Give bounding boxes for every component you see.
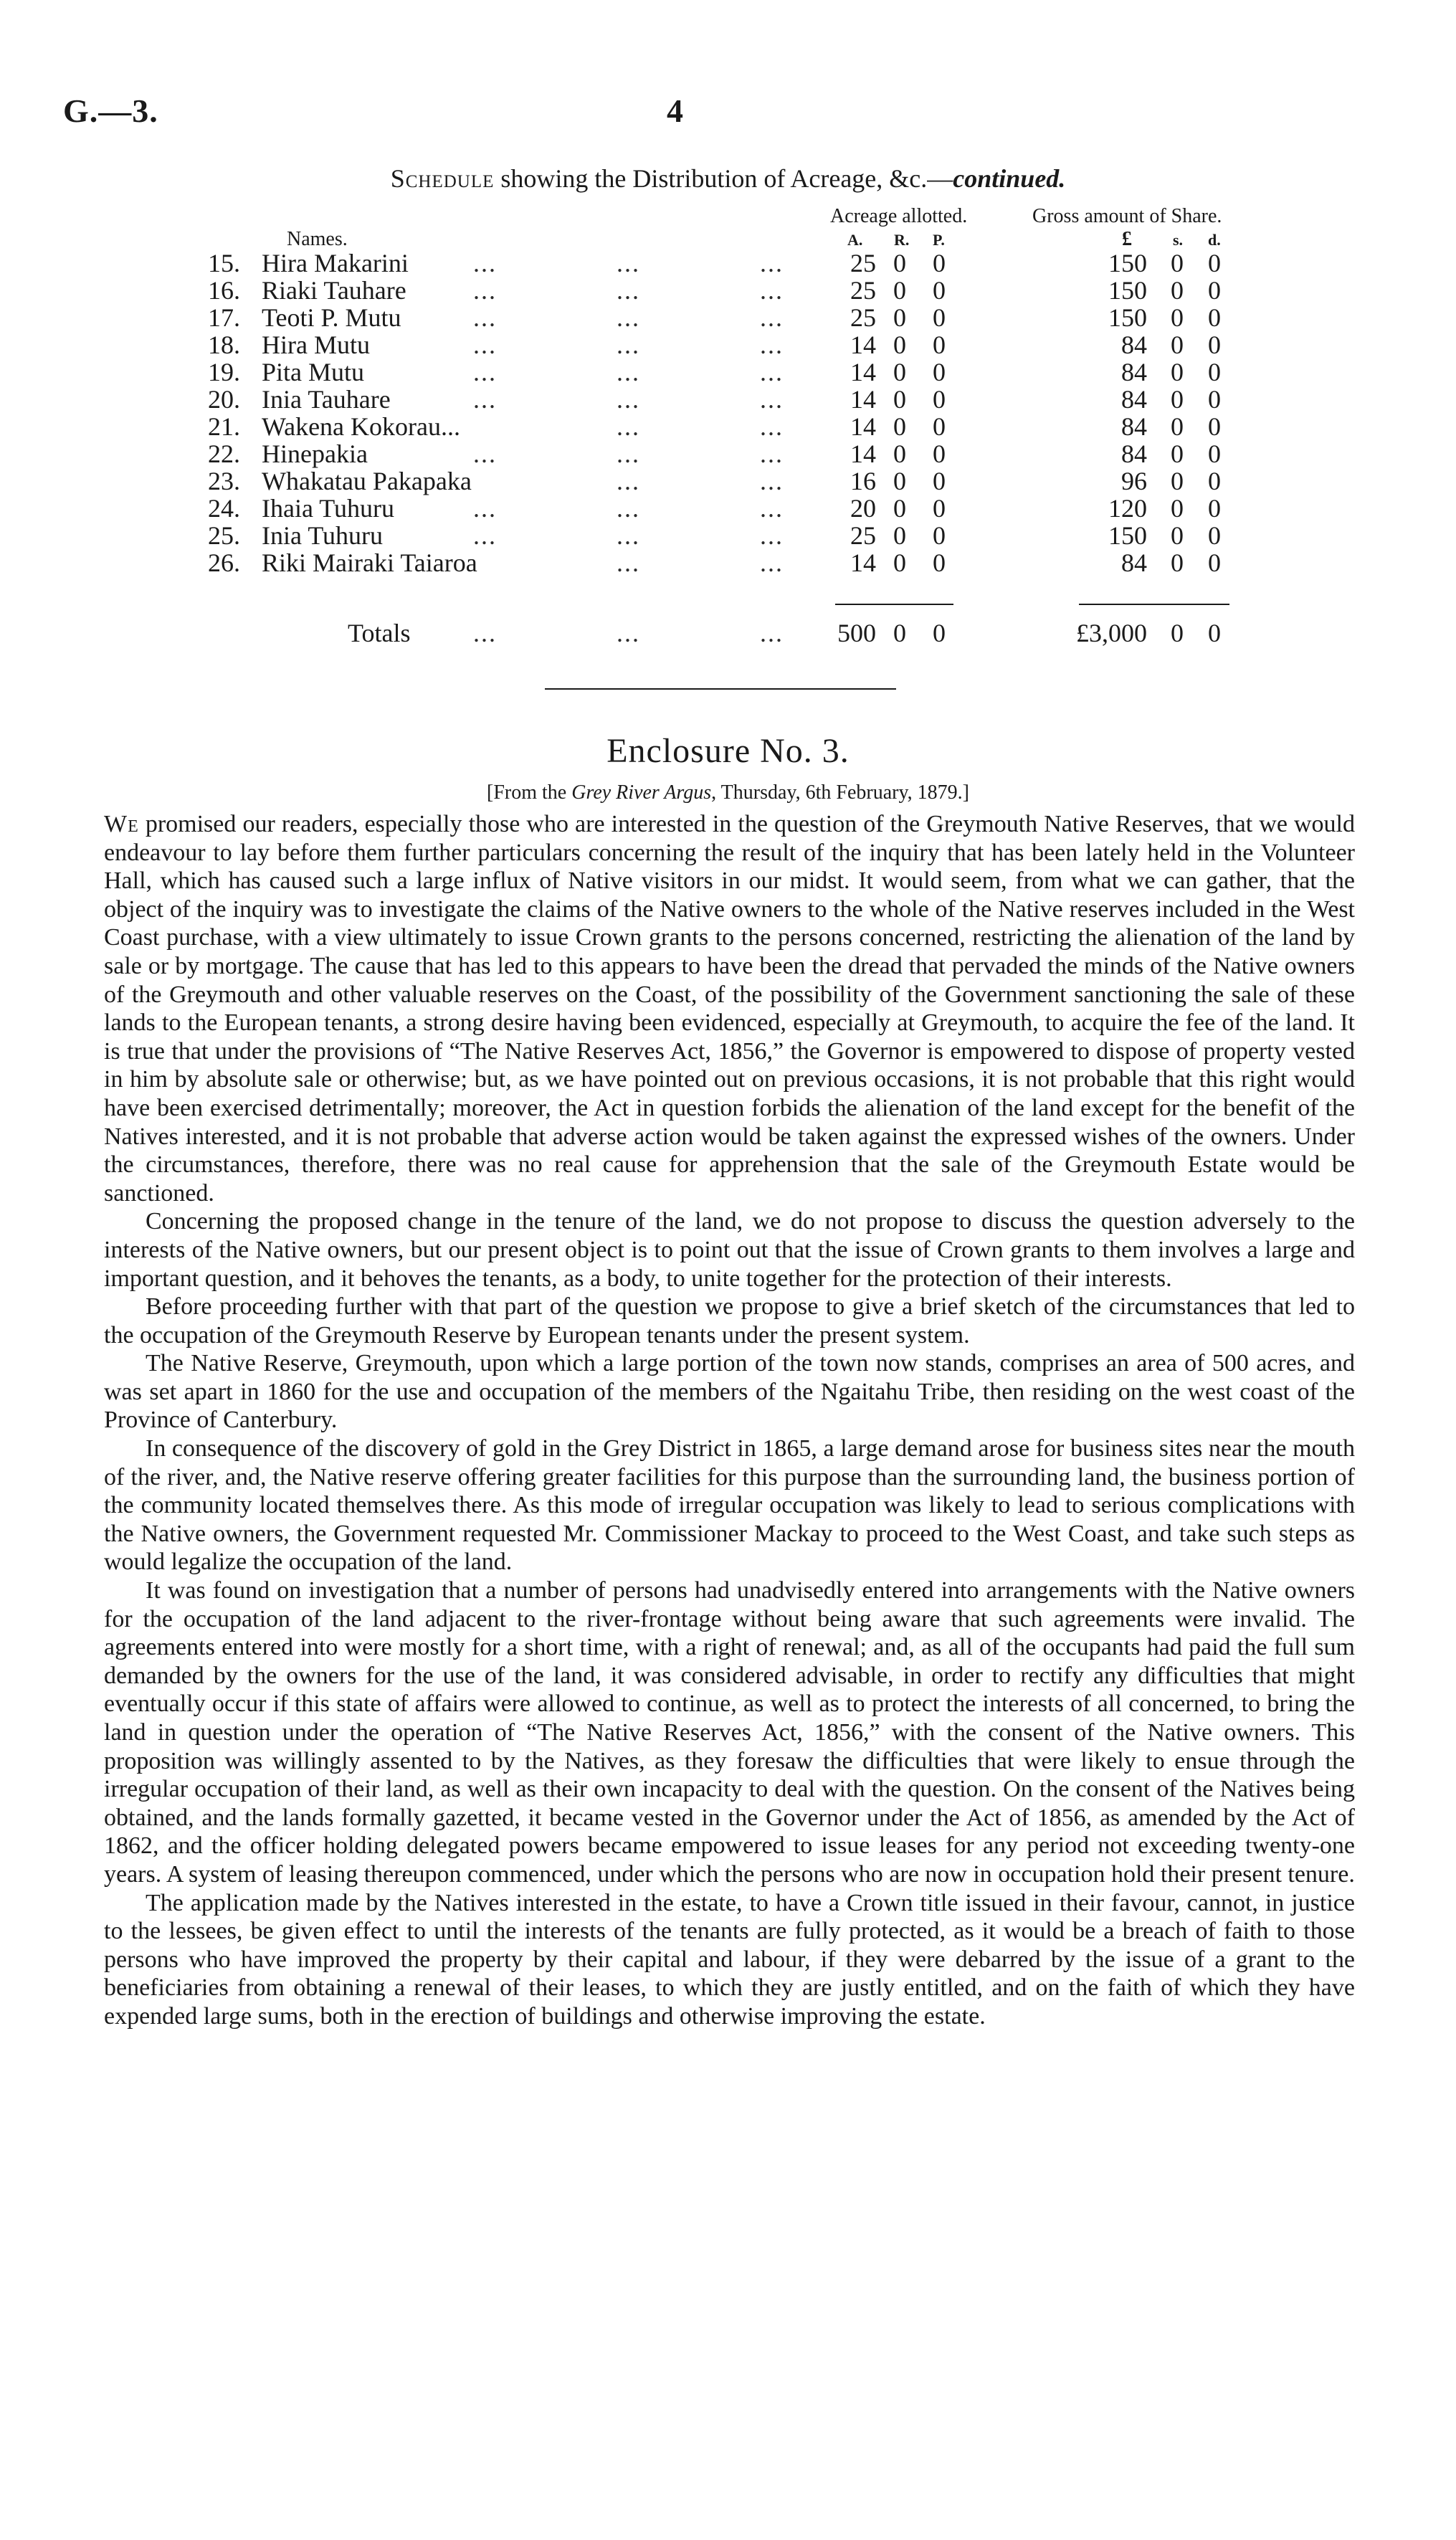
source-prefix: [From the (487, 781, 572, 804)
paragraph-text: promised our readers, especially those who are interested in the question of the Greymouth Native Reserves, that we would endeavour to lay before them further particulars concerning the result of the inquiry that has been lately held in the Volunteer Hall, which has caused such a large influx of Native visitors in our midst. It would seem, from what we can gather, that the object of the inquiry was to investigate the claims of the Native owners to the whole of the Native reserves included in the West Coast purchase, with a view ultimately to issue Crown grants to the persons concerned, restricting the alienation of the land by sale or by mortgage. The cause that has led to this appears to have been the dread that pervaded the minds of the Native owners of the Greymouth and other valuable reserves on the Coast, of the possibility of the Government sanctioning the sale of these lands to the European tenants, a strong desire having been evidenced, especially at Greymouth, to acquire the fee of the land. It is true that under the provisions of “The Native Reserves Act, 1856,” the Governor is empowered to dispose of property vested in him by absolute sale or otherwise; but, as we have pointed out on previous occasions, it is not probable that this right would have been exercised detrimentally; moreover, the Act in question forbids the alienation of the land except for the benefit of the Natives interested, and it is not probable that adverse action would be taken against the expressed wishes of the owners. Under the circumstances, therefore, there was no real cause for apprehension that the sale of the Greymouth Estate would be sanctioned. (104, 811, 1355, 1207)
pounds-value: 84 (1121, 548, 1147, 577)
acres-value: 14 (850, 412, 876, 441)
unit-roods: R. (894, 231, 910, 249)
table-row (0, 303, 1456, 330)
row-number: 20. (208, 385, 240, 414)
pounds-value: 150 (1108, 276, 1147, 305)
leader-dots: ... (617, 330, 640, 359)
acreage-column-header: Acreage allotted. (830, 205, 968, 227)
article-paragraph-1 (104, 810, 1355, 1207)
perches-value: 0 (933, 276, 946, 305)
row-name: Riaki Tauhare (262, 276, 406, 305)
pounds-value: 150 (1108, 521, 1147, 550)
table-row (0, 275, 1456, 303)
row-name: Inia Tuhuru (262, 521, 384, 550)
leader-dots: ... (617, 548, 640, 577)
row-name: Hinepakia (262, 439, 368, 468)
article-paragraph-6: It was found on investigation that a number of persons had unadvisedly entered into arrangements with the Native owners for the occupation of the land adjacent to the river-frontage without being aware that such agreements were invalid. The agreements entered into were mostly for a short time, with a right of renewal; and, as all of the occupants had paid the full sum demanded by the owners for the use of the land, it was considered advisable, in order to rectify any difficulties that might eventually occur if this state of affairs were allowed to continue, as well as to protect the interests of all concerned, to bring the land in question under the operation of “The Native Reserves Act, 1856,” with the consent of the Native owners. This proposition was willingly assented to by the Natives, as they foresaw the difficulties that were likely to ensue through the irregular occupation of their land, as well as their own incapacity to deal with the question. On the consent of the Natives being obtained, and the lands formally gazetted, it became vested in the Governor under the Act of 1856, as amended by the Act of 1862, and the officer holding delegated powers became empowered to issue leases for any period not exceeding twenty-one years. A system of leasing thereupon commenced, under which the persons who are now in occupation hold their present tenure. (104, 1577, 1355, 1888)
leader-dots: ... (473, 494, 497, 523)
article-paragraph-4: The Native Reserve, Greymouth, upon which a large portion of the town now stands, comprises an area of 500 acres, and was set apart in 1860 for the use and occupation of the members of the Ngaitahu Tribe, then residing on the west coast of the Province of Canterbury. (104, 1350, 1355, 1434)
roods-value: 0 (893, 303, 906, 332)
article-paragraph-2: Concerning the proposed change in the tenure of the land, we do not propose to discuss the question adversely to the interests of the Native owners, but our present object is to point out that the issue of Crown grants to them involves a large and important question, and it behoves the tenants, as a body, to unite together for the protection of their interests. (104, 1208, 1355, 1292)
document-reference: G.—3. (63, 92, 158, 129)
shillings-value: 0 (1171, 494, 1184, 523)
leader-dots: ... (760, 494, 784, 523)
perches-value: 0 (933, 412, 946, 441)
leader-dots: ... (760, 330, 784, 359)
table-row (0, 330, 1456, 357)
pounds-value: 120 (1108, 494, 1147, 523)
roods-value: 0 (893, 439, 906, 468)
table-row (0, 439, 1456, 466)
row-number: 25. (208, 521, 240, 550)
row-number: 24. (208, 494, 240, 523)
pence-value: 0 (1208, 494, 1221, 523)
row-number: 26. (208, 548, 240, 577)
unit-acres: A. (847, 231, 863, 249)
row-number: 22. (208, 439, 240, 468)
acres-value: 25 (850, 249, 876, 277)
roods-value: 0 (893, 358, 906, 386)
leader-dots: ... (760, 548, 784, 577)
perches-value: 0 (933, 358, 946, 386)
unit-pence: d. (1208, 231, 1221, 249)
row-name: Pita Mutu (262, 358, 365, 386)
roods-value: 0 (893, 385, 906, 414)
pence-value: 0 (1208, 358, 1221, 386)
roods-value: 0 (893, 494, 906, 523)
article-body (104, 810, 1355, 2031)
shillings-value: 0 (1171, 467, 1184, 495)
leader-dots: ... (617, 385, 640, 414)
row-number: 15. (208, 249, 240, 277)
pounds-value: 84 (1121, 412, 1147, 441)
shillings-value: 0 (1171, 249, 1184, 277)
perches-value: 0 (933, 385, 946, 414)
row-number: 23. (208, 467, 240, 495)
schedule-title-mid: showing the Distribution of Acreage, &c.— (494, 164, 953, 193)
total-perches: 0 (933, 619, 946, 647)
article-paragraph-3: Before proceeding further with that part of the question we propose to give a brief sketch of the circumstances that led to the occupation of the Greymouth Reserve by European tenants under the present system. (104, 1293, 1355, 1349)
leader-dots: ... (473, 385, 497, 414)
section-divider (545, 688, 896, 690)
roods-value: 0 (893, 467, 906, 495)
row-name: Ihaia Tuhuru (262, 494, 395, 523)
perches-value: 0 (933, 330, 946, 359)
shillings-value: 0 (1171, 412, 1184, 441)
acres-value: 14 (850, 385, 876, 414)
source-date: , Thursday, 6th February, 1879.] (711, 781, 969, 804)
acres-value: 25 (850, 521, 876, 550)
shillings-value: 0 (1171, 548, 1184, 577)
row-name: Teoti P. Mutu (262, 303, 401, 332)
leader-dots: ... (473, 619, 497, 647)
schedule-table (0, 0, 1456, 717)
total-shillings: 0 (1171, 619, 1184, 647)
row-name: Inia Tauhare (262, 385, 391, 414)
pounds-value: 150 (1108, 249, 1147, 277)
perches-value: 0 (933, 249, 946, 277)
roods-value: 0 (893, 412, 906, 441)
row-name: Hira Makarini (262, 249, 409, 277)
acreage-sum-rule (835, 604, 953, 605)
leader-dots: ... (760, 249, 784, 277)
acres-value: 14 (850, 358, 876, 386)
leader-dots: ... (473, 358, 497, 386)
perches-value: 0 (933, 521, 946, 550)
roods-value: 0 (893, 249, 906, 277)
table-row (0, 248, 1456, 275)
totals-label: Totals (348, 619, 411, 647)
leader-dots: ... (760, 439, 784, 468)
row-number: 21. (208, 412, 240, 441)
shillings-value: 0 (1171, 276, 1184, 305)
roods-value: 0 (893, 521, 906, 550)
pounds-value: 96 (1121, 467, 1147, 495)
acres-value: 14 (850, 439, 876, 468)
leader-dots: ... (760, 412, 784, 441)
row-number: 18. (208, 330, 240, 359)
pence-value: 0 (1208, 467, 1221, 495)
pence-value: 0 (1208, 412, 1221, 441)
totals-row (0, 618, 1456, 645)
row-name: Whakatau Pakapaka (262, 467, 472, 495)
row-number: 16. (208, 276, 240, 305)
total-pence: 0 (1208, 619, 1221, 647)
shillings-value: 0 (1171, 303, 1184, 332)
acres-value: 25 (850, 276, 876, 305)
shillings-value: 0 (1171, 358, 1184, 386)
table-row (0, 548, 1456, 575)
names-column-header: Names. (287, 228, 348, 250)
row-name: Hira Mutu (262, 330, 370, 359)
leader-dots: ... (473, 521, 497, 550)
leader-dots: ... (760, 276, 784, 305)
unit-pounds: £ (1122, 228, 1132, 250)
table-row (0, 466, 1456, 493)
shillings-value: 0 (1171, 521, 1184, 550)
leader-dots: ... (617, 494, 640, 523)
row-number: 19. (208, 358, 240, 386)
pence-value: 0 (1208, 521, 1221, 550)
leader-dots: ... (760, 619, 784, 647)
pounds-value: 84 (1121, 439, 1147, 468)
leader-dots: ... (760, 521, 784, 550)
table-row (0, 384, 1456, 412)
row-name: Wakena Kokorau... (262, 412, 460, 441)
acres-value: 20 (850, 494, 876, 523)
leader-dots: ... (473, 330, 497, 359)
leader-dots: ... (617, 439, 640, 468)
roods-value: 0 (893, 276, 906, 305)
total-pounds: £3,000 (1076, 619, 1147, 647)
pence-value: 0 (1208, 303, 1221, 332)
acres-value: 25 (850, 303, 876, 332)
pounds-value: 84 (1121, 358, 1147, 386)
amount-sum-rule (1079, 604, 1229, 605)
leader-dots: ... (617, 619, 640, 647)
unit-shillings: s. (1173, 231, 1184, 249)
leader-dots: ... (760, 467, 784, 495)
leader-dots: ... (617, 467, 640, 495)
pence-value: 0 (1208, 330, 1221, 359)
shillings-value: 0 (1171, 385, 1184, 414)
leader-dots: ... (473, 249, 497, 277)
pence-value: 0 (1208, 548, 1221, 577)
table-row (0, 493, 1456, 523)
pence-value: 0 (1208, 385, 1221, 414)
leader-dots: ... (617, 303, 640, 332)
article-paragraph-7: The application made by the Natives interested in the estate, to have a Crown title issued in their favour, cannot, in justice to the lessees, be given effect to until the interests of the tenants are fully protected, as it would be a breach of faith to those persons who have improved the property by their capital and labour, if they were debarred by the issue of a grant to the beneficiaries from obtaining a renewal of their leases, to which they are justly entitled, and on the faith of which they have expended large sums, both in the erection of buildings and otherwise improving the estate. (104, 1889, 1355, 2030)
source-citation (0, 781, 1456, 804)
perches-value: 0 (933, 439, 946, 468)
perches-value: 0 (933, 303, 946, 332)
leader-dots: ... (617, 521, 640, 550)
unit-perches: P. (933, 231, 945, 249)
leader-dots: ... (617, 276, 640, 305)
article-paragraph-5: In consequence of the discovery of gold in the Grey District in 1865, a large demand arose for business sites near the mouth of the river, and, the Native reserve offering greater facilities for this purpose than the surrounding land, the business portion of the community located themselves there. As this mode of irregular occupation was likely to lead to serious complications with the Native owners, the Government requested Mr. Commissioner Mackay to proceed to the West Coast, and take such steps as would legalize the occupation of the land. (104, 1435, 1355, 1576)
perches-value: 0 (933, 548, 946, 577)
acres-value: 14 (850, 548, 876, 577)
leader-dots: ... (473, 276, 497, 305)
table-row (0, 520, 1456, 548)
newspaper-name: Grey River Argus (571, 781, 712, 804)
total-acres: 500 (837, 619, 876, 647)
schedule-title-lead: Schedule (390, 164, 495, 193)
leader-dots: ... (473, 303, 497, 332)
row-number: 17. (208, 303, 240, 332)
leader-dots: ... (473, 439, 497, 468)
leader-dots: ... (617, 412, 640, 441)
shillings-value: 0 (1171, 330, 1184, 359)
table-row (0, 357, 1456, 384)
opening-word: We (104, 811, 139, 837)
pence-value: 0 (1208, 276, 1221, 305)
leader-dots: ... (760, 358, 784, 386)
leader-dots: ... (760, 303, 784, 332)
row-name: Riki Mairaki Taiaroa (262, 548, 477, 577)
pence-value: 0 (1208, 439, 1221, 468)
gross-amount-column-header: Gross amount of Share. (1032, 205, 1222, 227)
shillings-value: 0 (1171, 439, 1184, 468)
roods-value: 0 (893, 548, 906, 577)
table-row (0, 412, 1456, 439)
pounds-value: 150 (1108, 303, 1147, 332)
leader-dots: ... (617, 249, 640, 277)
pence-value: 0 (1208, 249, 1221, 277)
leader-dots: ... (617, 358, 640, 386)
schedule-title-continued: continued. (953, 164, 1066, 193)
perches-value: 0 (933, 494, 946, 523)
pounds-value: 84 (1121, 385, 1147, 414)
page-number: 4 (667, 92, 683, 129)
acres-value: 14 (850, 330, 876, 359)
perches-value: 0 (933, 467, 946, 495)
pounds-value: 84 (1121, 330, 1147, 359)
leader-dots: ... (760, 385, 784, 414)
total-roods: 0 (893, 619, 906, 647)
acres-value: 16 (850, 467, 876, 495)
enclosure-title: Enclosure No. 3. (606, 732, 850, 770)
roods-value: 0 (893, 330, 906, 359)
